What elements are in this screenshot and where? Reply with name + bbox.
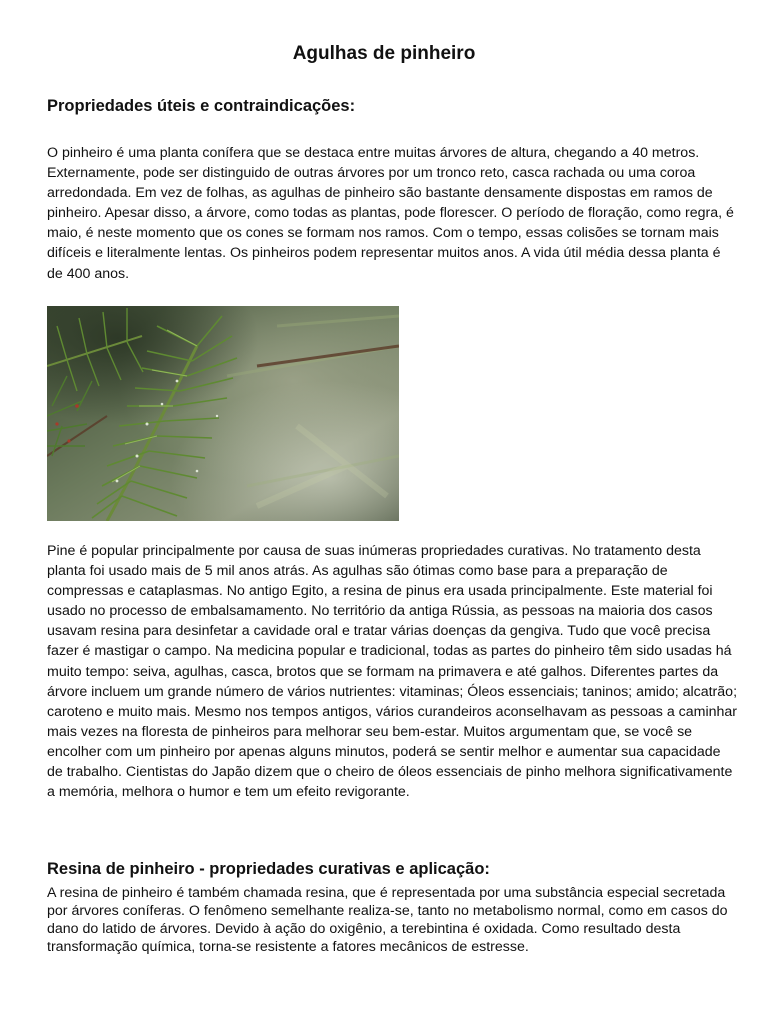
paragraph-3: A resina de pinheiro é também chamada resina, que é representada por uma substância especial secretada por árvores coníferas. O fenômeno semelhante realiza-se, tanto no metabolismo normal, como em casos do dano do latido de árvores. Devido à ação do oxigênio, a terebintina é oxidada. Como resultado desta transformação química, torna-se resistente a fatores mecânicos de estresse. — [47, 885, 728, 955]
section-1-heading: Propriedades úteis e contraindicações: — [47, 97, 356, 115]
page-title: Agulhas de pinheiro — [292, 43, 476, 64]
paragraph-2: Pine é popular principalmente por causa de suas inúmeras propriedades curativas. No tratamento desta planta foi usado mais de 5 mil anos atrás. As agulhas são ótimas como base para a preparação de compressas e cataplasmas. No antigo Egito, a resina de pinus era usada principalmente. Este material foi usado no processo de embalsamamento. No território da antiga Rússia, as pessoas na maioria dos casos usavam resina para desinfetar a cavidade oral e tratar várias doenças da gengiva. Tudo que você precisa fazer é mastigar o campo. Na medicina popular e tradicional, todas as partes do pinheiro têm sido usadas há muito tempo: seiva, agulhas, casca, brotos que se formam na primavera e até galhos. Diferentes partes da árvore incluem um grande número de vários nutrientes: vitaminas; Óleos essenciais; taninos; amido; alcatrão; caroteno e muito mais. Mesmo nos tempos antigos, vários curandeiros aconselhavam as pessoas a caminhar mais vezes na floresta de pinheiros para melhorar seu bem-estar. Muitos argumentam que, se você se encolher com um pinheiro por apenas alguns minutos, poderá se sentir melhor e aumentar sua capacidade de trabalho. Cientistas do Japão dizem que o cheiro de óleos essenciais de pinho melhora significativamente a memória, melhora o humor e tem um efeito revigorante. — [47, 543, 738, 801]
pine-needles-photo — [47, 306, 399, 521]
paragraph-1: O pinheiro é uma planta conífera que se destaca entre muitas árvores de altura, chegando a 40 metros. Externamente, pode ser distinguido de outras árvores por um tronco reto, casca rachada ou uma coroa arredondada. Em vez de folhas, as agulhas de pinheiro são bastante densamente dispostas em ramos de pinheiro. Apesar disso, a árvore, como todas as plantas, pode florescer. O período de floração, como regra, é maio, é neste momento que os cones se formam nos ramos. Com o tempo, essas colisões se tornam mais difíceis e literalmente lentas. Os pinheiros podem representar muitos anos. A vida útil média dessa planta é de 400 anos. — [47, 145, 734, 282]
section-2-heading: Resina de pinheiro - propriedades curativas e aplicação: — [47, 860, 490, 878]
